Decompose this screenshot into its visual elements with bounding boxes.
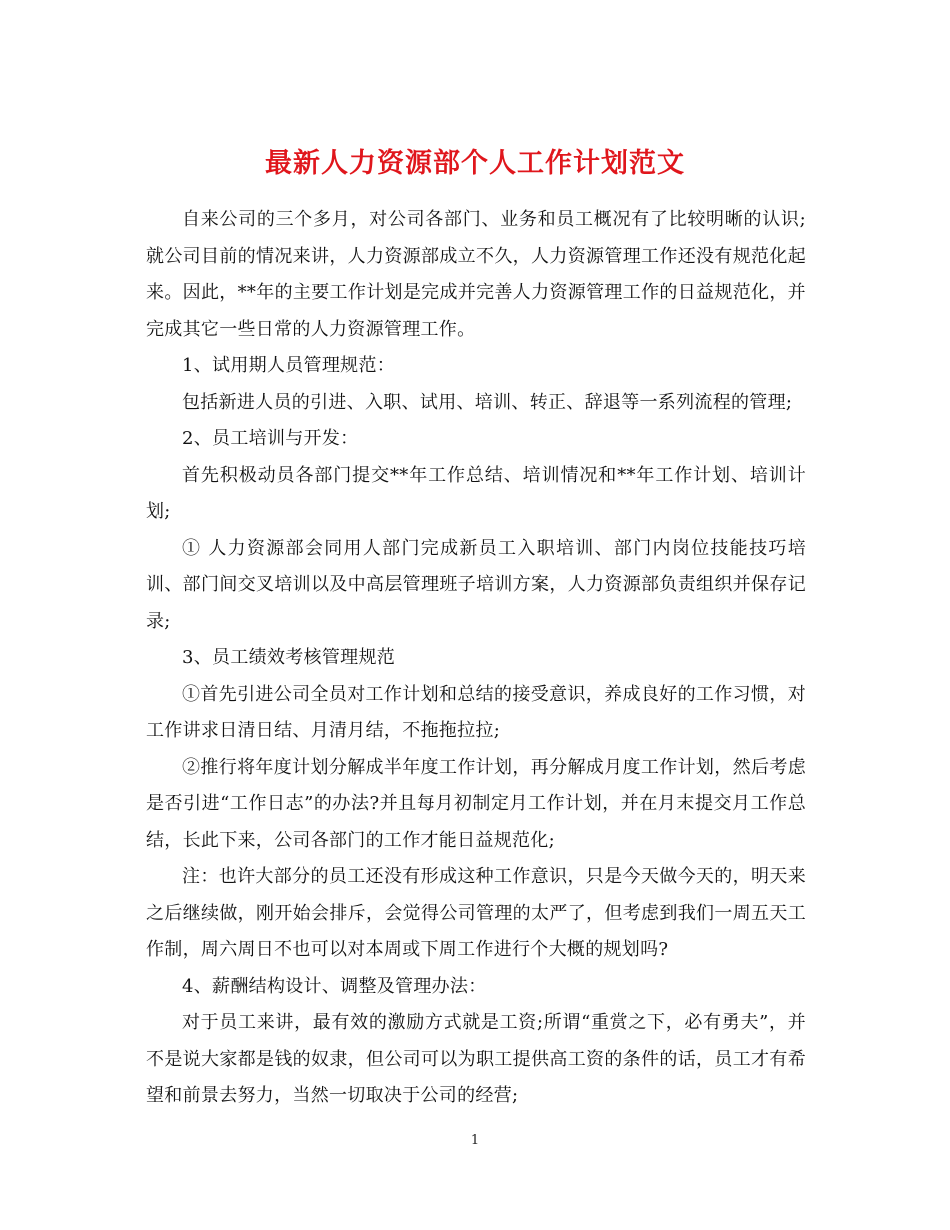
page-number: 1: [470, 1133, 480, 1148]
paragraph-training-plan: ① 人力资源部会同用人部门完成新员工入职培训、部门内岗位技能技巧培训、部门间交叉培训以及中高层管理班子培训方案，人力资源部负责组织并保存记录;: [146, 537, 806, 632]
paragraph-intro: 自来公司的三个多月，对公司各部门、业务和员工概况有了比较明晰的认识;就公司目前的情况来讲，人力资源部成立不久，人力资源管理工作还没有规范化起来。因此，**年的主要工作计划是完成并完善人力资源管理工作的日益规范化，并完成其它一些日常的人力资源管理工作。: [146, 209, 806, 340]
paragraph-probation: 包括新进人员的引进、入职、试用、培训、转正、辞退等一系列流程的管理;: [182, 391, 793, 413]
section-heading-salary: 4、薪酬结构设计、调整及管理办法：: [182, 975, 487, 997]
document-title: 最新人力资源部个人工作计划范文: [265, 148, 685, 180]
paragraph-salary: 对于员工来讲，最有效的激励方式就是工资;所谓“重赏之下，必有勇夫”，并不是说大家都是钱的奴隶，但公司可以为职工提供高工资的条件的话，员工才有希望和前景去努力，当然一切取决于公司的经营;: [146, 1012, 806, 1106]
paragraph-performance-awareness: ①首先引进公司全员对工作计划和总结的接受意识，养成良好的工作习惯，对工作讲求日清日结、月清月结，不拖拖拉拉;: [146, 683, 806, 741]
document-body: [146, 202, 806, 1115]
paragraph-performance-plan: ②推行将年度计划分解成半年度工作计划，再分解成月度工作计划，然后考虑是否引进“工作日志”的办法?并且每月初制定月工作计划，并在月末提交月工作总结，长此下来，公司各部门的工作才能日益规范化;: [146, 756, 806, 851]
section-heading-training: 2、员工培训与开发：: [182, 428, 359, 449]
section-heading-probation: 1、试用期人员管理规范：: [182, 355, 396, 376]
paragraph-training-summary: 首先积极动员各部门提交**年工作总结、培训情况和**年工作计划、培训计划;: [146, 464, 806, 522]
section-heading-performance: 3、员工绩效考核管理规范: [182, 647, 396, 668]
paragraph-note: 注：也许大部分的员工还没有形成这种工作意识，只是今天做今天的，明天来之后继续做，刚开始会排斥，会觉得公司管理的太严了，但考虑到我们一周五天工作制，周六周日不也可以对本周或下周工作进行个大概的规划吗?: [146, 866, 806, 960]
